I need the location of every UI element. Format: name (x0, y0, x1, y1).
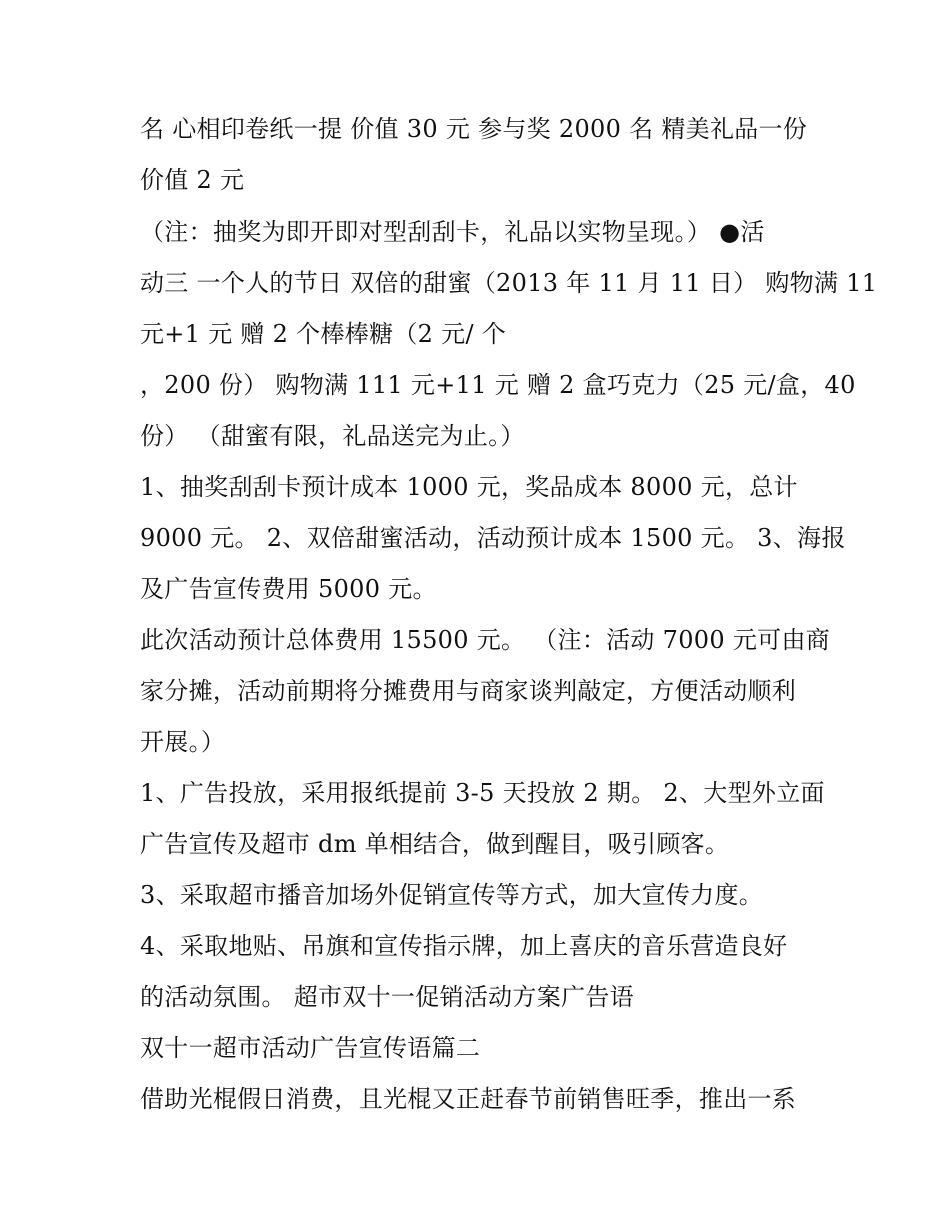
text-line: 9000 元。 2、双倍甜蜜活动，活动预计成本 1500 元。 3、海报 (140, 524, 846, 552)
text-line: 及广告宣传费用 5000 元。 (140, 575, 437, 603)
text-line: 价值 2 元 (140, 166, 245, 194)
text-line: 元+1 元 赠 2 个棒棒糖（2 元/ 个 (140, 320, 507, 348)
text-line: 动三 一个人的节日 双倍的甜蜜（2013 年 11 月 11 日） 购物满 11 (140, 269, 878, 297)
text-line: 广告宣传及超市 dm 单相结合，做到醒目，吸引顾客。 (140, 830, 730, 858)
text-line: 的活动氛围。 超市双十一促销活动方案广告语 (140, 983, 634, 1011)
text-line: 1、抽奖刮刮卡预计成本 1000 元，奖品成本 8000 元，总计 (140, 473, 798, 501)
text-line: ，200 份） 购物满 111 元+11 元 赠 2 盒巧克力（25 元/盒，40 (140, 371, 856, 399)
text-line: 1、广告投放，采用报纸提前 3-5 天投放 2 期。 2、大型外立面 (140, 779, 825, 807)
text-line: 名 心相印卷纸一提 价值 30 元 参与奖 2000 名 精美礼品一份 (140, 115, 808, 143)
text-line: 份） （甜蜜有限，礼品送完为止。） (140, 422, 525, 450)
text-line: 4、采取地贴、吊旗和宣传指示牌，加上喜庆的音乐营造良好 (140, 932, 788, 960)
text-line: （注：抽奖为即开即对型刮刮卡，礼品以实物呈现。） ●活 (140, 218, 765, 246)
text-line: 借助光棍假日消费，且光棍又正赶春节前销售旺季，推出一系 (140, 1085, 797, 1113)
text-line: 双十一超市活动广告宣传语篇二 (140, 1034, 481, 1062)
text-line: 3、采取超市播音加场外促销宣传等方式，加大宣传力度。 (140, 881, 764, 909)
text-line: 开展。） (140, 728, 226, 756)
text-line: 家分摊，活动前期将分摊费用与商家谈判敲定，方便活动顺利 (140, 677, 797, 705)
text-line: 此次活动预计总体费用 15500 元。 （注：活动 7000 元可由商 (140, 626, 831, 654)
